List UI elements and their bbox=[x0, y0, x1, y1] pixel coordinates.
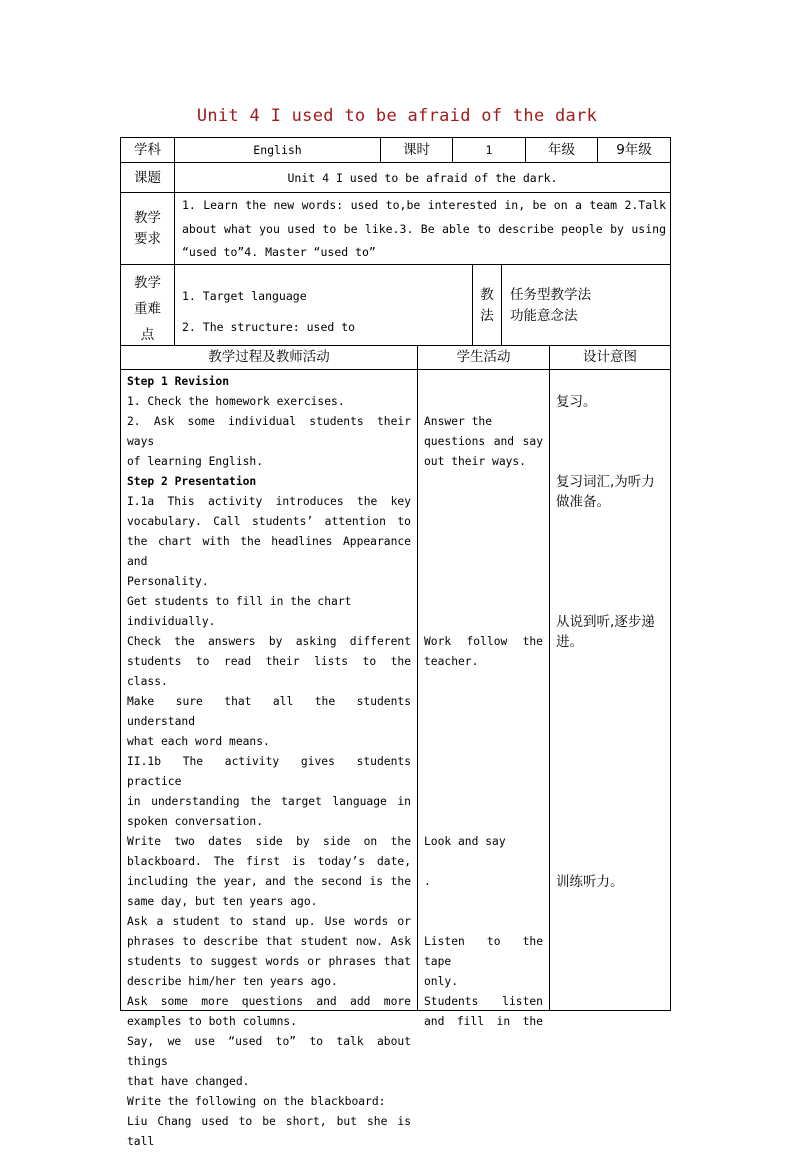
student-line bbox=[424, 772, 543, 792]
student-line bbox=[424, 512, 543, 532]
purpose-line bbox=[556, 572, 666, 592]
student-line: and fill in the bbox=[424, 1015, 543, 1028]
teacher-line: students to suggest words or phrases that bbox=[127, 955, 411, 968]
purpose-line bbox=[556, 932, 666, 952]
teacher-line: Personality. bbox=[127, 575, 209, 588]
process-header-teacher: 教学过程及教师活动 bbox=[208, 349, 330, 365]
teacher-line: 2. Ask some individual students their ways bbox=[127, 415, 411, 448]
purpose-line bbox=[556, 812, 666, 832]
teacher-line: Liu Chang used to be short, but she is tall bbox=[127, 1115, 411, 1148]
purpose-line bbox=[556, 512, 666, 532]
student-line: out their ways. bbox=[424, 455, 527, 468]
student-line bbox=[424, 912, 543, 932]
student-line bbox=[424, 732, 543, 752]
purpose-line bbox=[556, 832, 666, 852]
requirements-text: 1. Learn the new words: used to,be interested in, be on a team 2.Talk about what you used to be like.3. Be able to describe people by using “used to”4. Master “used to” bbox=[182, 198, 666, 259]
purpose-line bbox=[556, 412, 666, 432]
student-line: Listen to the tape bbox=[424, 935, 543, 968]
student-line: Work follow the bbox=[424, 635, 543, 648]
student-line bbox=[424, 712, 543, 732]
teacher-line: Get students to fill in the chart bbox=[127, 595, 352, 608]
teacher-line: vocabulary. Call students’ attention to bbox=[127, 515, 411, 528]
teacher-line: Ask some more questions and add more bbox=[127, 995, 411, 1008]
teacher-activities bbox=[127, 372, 411, 1152]
teacher-line: that have changed. bbox=[127, 1075, 250, 1088]
student-line: only. bbox=[424, 975, 459, 988]
requirements-label: 教学 要求 bbox=[134, 210, 161, 247]
teacher-line: Write two dates side by side on the bbox=[127, 835, 411, 848]
teacher-line: Step 1 Revision bbox=[127, 375, 230, 388]
teacher-line: Make sure that all the students understand bbox=[127, 695, 411, 728]
difficulties-label: 教学 重难 点 bbox=[134, 275, 161, 343]
teacher-line: examples to both columns. bbox=[127, 1015, 298, 1028]
student-line: Answer the bbox=[424, 415, 493, 428]
purpose-line bbox=[556, 732, 666, 752]
subject-label: 学科 bbox=[134, 142, 161, 158]
purpose-line bbox=[556, 652, 666, 672]
grade-label: 年级 bbox=[548, 142, 575, 158]
subject-value: English bbox=[253, 143, 302, 157]
purpose-line bbox=[556, 672, 666, 692]
purpose-line: 进。 bbox=[556, 634, 583, 650]
document-title: Unit 4 I used to be afraid of the dark bbox=[196, 106, 598, 126]
purpose-line: 复习词汇,为听力 bbox=[556, 474, 655, 490]
process-header-student: 学生活动 bbox=[456, 349, 511, 365]
student-line bbox=[424, 792, 543, 812]
purpose-line bbox=[556, 892, 666, 912]
grade-value: 9年级 bbox=[616, 142, 652, 158]
purpose-line bbox=[556, 752, 666, 772]
student-line bbox=[424, 672, 543, 692]
purpose-line bbox=[556, 712, 666, 732]
teacher-line: Write the following on the blackboard: bbox=[127, 1095, 386, 1108]
student-line bbox=[424, 552, 543, 572]
teacher-line: same day, but ten years ago. bbox=[127, 895, 318, 908]
student-line bbox=[424, 692, 543, 712]
purpose-line bbox=[556, 972, 666, 992]
teacher-line: Check the answers by asking different bbox=[127, 635, 411, 648]
period-value: 1 bbox=[485, 143, 493, 157]
purpose-line bbox=[556, 952, 666, 972]
teacher-line: describe him/her ten years ago. bbox=[127, 975, 338, 988]
purpose-line bbox=[556, 792, 666, 812]
period-label: 课时 bbox=[403, 142, 430, 158]
teacher-line: Step 2 Presentation bbox=[127, 475, 257, 488]
student-line bbox=[424, 612, 543, 632]
teacher-line: students to read their lists to the class. bbox=[127, 655, 411, 688]
student-line bbox=[424, 492, 543, 512]
student-line bbox=[424, 392, 543, 412]
teacher-line: individually. bbox=[127, 615, 216, 628]
teacher-line: phrases to describe that student now. Ask bbox=[127, 935, 411, 948]
purpose-line bbox=[556, 372, 666, 392]
teacher-line: II.1b The activity gives students practice bbox=[127, 755, 411, 788]
teacher-line: blackboard. The first is today’s date, bbox=[127, 855, 411, 868]
teacher-line: the chart with the headlines Appearance and bbox=[127, 535, 411, 568]
purpose-line: 做准备。 bbox=[556, 494, 610, 510]
purpose-line: 从说到听,逐步递 bbox=[556, 614, 655, 630]
topic-value: Unit 4 I used to be afraid of the dark. bbox=[287, 171, 558, 185]
purpose-line bbox=[556, 592, 666, 612]
student-line bbox=[424, 572, 543, 592]
student-line: Students listen bbox=[424, 995, 543, 1008]
student-activities bbox=[424, 372, 543, 1032]
topic-label: 课题 bbox=[134, 170, 161, 186]
purpose-line bbox=[556, 772, 666, 792]
student-line bbox=[424, 372, 543, 392]
method-list: 任务型教学法 功能意念法 bbox=[510, 287, 591, 324]
teacher-line: in understanding the target language in bbox=[127, 795, 411, 808]
process-header-purpose: 设计意图 bbox=[583, 349, 637, 365]
purpose-line: 复习。 bbox=[556, 394, 597, 410]
teacher-line: of learning English. bbox=[127, 455, 264, 468]
teacher-line: spoken conversation. bbox=[127, 815, 264, 828]
purpose-line bbox=[556, 912, 666, 932]
student-line bbox=[424, 812, 543, 832]
purpose-line bbox=[556, 552, 666, 572]
student-line bbox=[424, 892, 543, 912]
purpose-line bbox=[556, 852, 666, 872]
purpose-line bbox=[556, 692, 666, 712]
design-purpose bbox=[556, 372, 666, 1012]
student-line: . bbox=[424, 875, 431, 888]
student-line bbox=[424, 852, 543, 872]
method-label: 教 法 bbox=[480, 287, 494, 324]
difficulties-items: 1. Target language 2. The structure: used to bbox=[182, 289, 356, 334]
purpose-line bbox=[556, 532, 666, 552]
purpose-line bbox=[556, 992, 666, 1012]
student-line bbox=[424, 592, 543, 612]
student-line: questions and say bbox=[424, 435, 543, 448]
purpose-line: 训练听力。 bbox=[556, 874, 624, 890]
teacher-line: including the year, and the second is the bbox=[127, 875, 411, 888]
purpose-line bbox=[556, 432, 666, 452]
student-line: teacher. bbox=[424, 655, 479, 668]
teacher-line: Ask a student to stand up. Use words or bbox=[127, 915, 411, 928]
teacher-line: 1. Check the homework exercises. bbox=[127, 395, 345, 408]
purpose-line bbox=[556, 452, 666, 472]
student-line bbox=[424, 752, 543, 772]
student-line: Look and say bbox=[424, 835, 506, 848]
student-line bbox=[424, 472, 543, 492]
teacher-line: what each word means. bbox=[127, 735, 270, 748]
teacher-line: Say, we use “used to” to talk about things bbox=[127, 1035, 411, 1068]
teacher-line: I.1a This activity introduces the key bbox=[127, 495, 411, 508]
student-line bbox=[424, 532, 543, 552]
